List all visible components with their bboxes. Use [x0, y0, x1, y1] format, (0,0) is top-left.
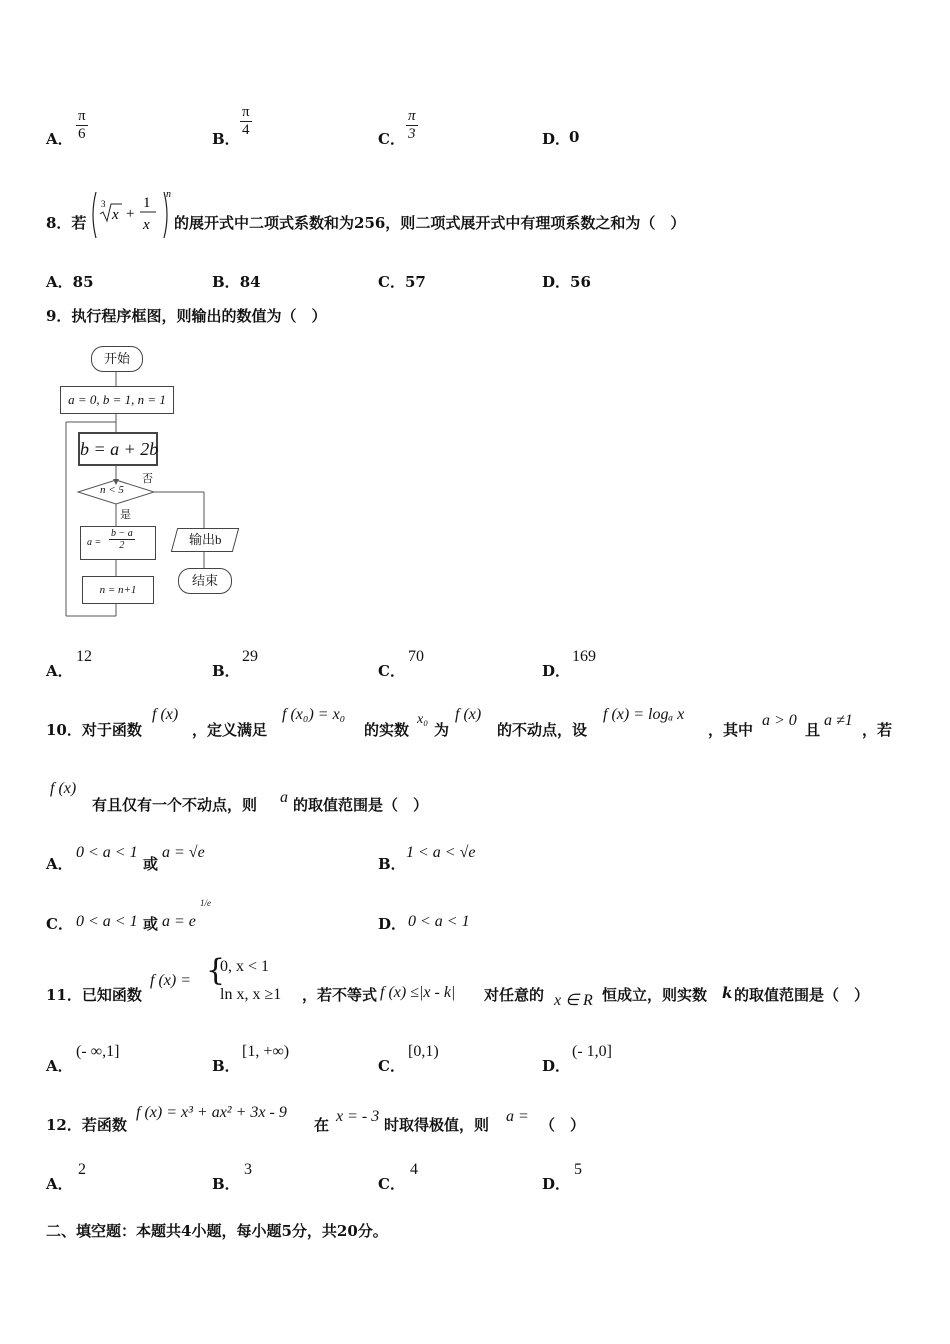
q10-option-a-label: A． — [46, 855, 73, 873]
q9-option-a-label: A． — [46, 662, 73, 680]
q8-option-d: D．56 — [542, 273, 591, 291]
q8-number: 8．若 — [46, 214, 87, 232]
q10-part-7: 且 — [805, 721, 821, 739]
q10-option-b-label: B． — [378, 855, 406, 873]
q11-part-5: 的取值范围是（ ） — [734, 986, 870, 1004]
q10-line2-a: 有且仅有一个不动点，则 — [92, 796, 258, 814]
q10-option-c-exp: 1/e — [200, 898, 211, 908]
q8-option-b: B．84 — [212, 273, 261, 291]
q10-option-d-m1: 0 < a < 1 — [408, 913, 470, 930]
q11-option-c-label: C． — [378, 1057, 405, 1075]
q12-f: f (x) = x³ + ax² + 3x - 9 — [136, 1104, 287, 1121]
q12-a: a = — [506, 1108, 529, 1125]
section-2-heading: 二、填空题：本题共4小题，每小题5分，共20分。 — [46, 1222, 388, 1240]
svg-text:n: n — [166, 189, 171, 200]
svg-text:+: + — [126, 206, 135, 222]
q10-line2-f: f (x) — [50, 780, 77, 797]
q10-line2-var: a — [280, 789, 288, 806]
q10-option-c-label: C． — [46, 915, 73, 933]
q12-option-b-value: 3 — [244, 1161, 252, 1178]
q10-line2-b: 的取值范围是（ ） — [293, 796, 429, 814]
q11-part-3: 对任意的 — [484, 986, 545, 1004]
q12-option-a-label: A． — [46, 1175, 73, 1193]
q10-part-2: ，定义满足 — [192, 721, 268, 739]
q11-option-b-value: [1, +∞) — [242, 1043, 290, 1060]
q7-option-d-value: 0 — [569, 128, 580, 146]
q9-option-a-value: 12 — [76, 648, 92, 665]
q10-option-c-m2: a = e — [162, 913, 196, 930]
q7-option-c-value: $\frac{\pi}{3}$ — [408, 108, 416, 142]
svg-text:x: x — [112, 207, 119, 223]
q10-part-4: 为 — [434, 721, 450, 739]
q10-option-a-or: 或 — [143, 855, 159, 873]
q9-stem: 9．执行程序框图，则输出的数值为（ ） — [46, 307, 327, 325]
q10-option-c-or: 或 — [143, 915, 159, 933]
q12-option-c-value: 4 — [410, 1161, 418, 1178]
q10-f2: f (x₀) = x₀ — [282, 706, 346, 723]
q11-option-b-label: B． — [212, 1057, 240, 1075]
q12-part-3: 时取得极值，则 — [384, 1116, 490, 1134]
q12-part-1: 12．若函数 — [46, 1116, 127, 1134]
q10-part-8: ，若 — [862, 721, 893, 739]
flow-output: 输出b — [171, 528, 239, 552]
q9-option-b-label: B． — [212, 662, 240, 680]
q8-option-c: C．57 — [378, 273, 426, 291]
q7-option-c-label: C． — [378, 130, 405, 148]
q10-f4: f (x) = logₐ x — [603, 706, 685, 723]
svg-text:x: x — [143, 217, 150, 233]
q7-option-b-value: $\frac{\pi}{4}$ — [242, 104, 250, 138]
q11-option-a-label: A． — [46, 1057, 73, 1075]
q12-option-c-label: C． — [378, 1175, 405, 1193]
q10-part-3: 的实数 — [364, 721, 410, 739]
q12-point: x = - 3 — [336, 1108, 380, 1125]
q7-option-b-label: B． — [212, 130, 240, 148]
flow-increment: n = n+1 — [82, 576, 154, 604]
q11-inequality: f (x) ≤|x - k| — [380, 984, 456, 1001]
q12-option-d-value: 5 — [574, 1161, 582, 1178]
q11-brace: { — [206, 953, 226, 988]
flow-init: a = 0, b = 1, n = 1 — [60, 386, 174, 414]
q10-option-b-m1: 1 < a < √e — [406, 844, 476, 861]
flow-step: b = a + 2b — [78, 432, 158, 466]
flow-assign: a = $\frac{b - a}{2}$ — [80, 526, 156, 560]
q10-part-1: 10．对于函数 — [46, 721, 142, 739]
q10-f3: f (x) — [455, 706, 482, 723]
q11-part-2: ，若不等式 — [302, 986, 378, 1004]
q11-part-4: 恒成立，则实数 — [602, 986, 708, 1004]
q10-part-6: ，其中 — [708, 721, 754, 739]
q9-option-c-label: C． — [378, 662, 405, 680]
q10-cond-1: a > 0 — [762, 712, 797, 729]
q9-option-c-value: 70 — [408, 648, 424, 665]
q12-option-a-value: 2 — [78, 1161, 86, 1178]
q7-option-a-label: A． — [46, 130, 73, 148]
q11-option-a-value: (- ∞,1] — [76, 1043, 120, 1060]
q12-option-b-label: B． — [212, 1175, 240, 1193]
q10-x0: x₀ — [417, 712, 429, 727]
flow-start: 开始 — [91, 346, 143, 372]
q10-f1: f (x) — [152, 706, 179, 723]
q11-option-c-value: [0,1) — [408, 1043, 439, 1060]
q10-option-a-m2: a = √e — [162, 844, 205, 861]
q8-expression-svg — [88, 188, 174, 242]
q9-option-d-value: 169 — [572, 648, 596, 665]
q11-k: k — [722, 984, 733, 1002]
q10-option-c-m1: 0 < a < 1 — [76, 913, 138, 930]
q11-case-2: ln x, x ≥1 — [220, 986, 282, 1003]
q12-option-d-label: D． — [542, 1175, 571, 1193]
svg-text:3: 3 — [101, 199, 106, 209]
q11-case-1: 0, x < 1 — [220, 958, 270, 975]
q11-f: f (x) = — [150, 972, 191, 989]
q8-stem: 的展开式中二项式系数和为256，则二项式展开式中有理项系数之和为（ ） — [174, 214, 686, 232]
flow-end: 结束 — [178, 568, 232, 594]
flow-no-label: 否 — [142, 472, 153, 485]
q11-option-d-value: (- 1,0] — [572, 1043, 612, 1060]
q11-option-d-label: D． — [542, 1057, 571, 1075]
q10-part-5: 的不动点，设 — [497, 721, 588, 739]
q10-cond-2: a ≠1 — [824, 712, 853, 729]
q7-option-a-value: $\frac{\pi}{6}$ — [78, 108, 86, 142]
flowchart — [58, 340, 258, 625]
q12-part-2: 在 — [314, 1116, 330, 1134]
q10-option-a-m1: 0 < a < 1 — [76, 844, 138, 861]
q10-option-d-label: D． — [378, 915, 407, 933]
svg-text:1: 1 — [143, 195, 151, 211]
q11-part-1: 11．已知函数 — [46, 986, 142, 1004]
q8-expression — [88, 188, 174, 238]
q11-domain: x ∈ R — [554, 992, 593, 1009]
q9-option-b-value: 29 — [242, 648, 258, 665]
q12-part-4: （ ） — [540, 1116, 586, 1134]
flow-yes-label: 是 — [120, 508, 131, 521]
q7-option-d-label: D． — [542, 130, 571, 148]
flow-condition: n < 5 — [100, 484, 124, 496]
q8-option-a: A．85 — [46, 273, 94, 291]
q9-option-d-label: D． — [542, 662, 571, 680]
